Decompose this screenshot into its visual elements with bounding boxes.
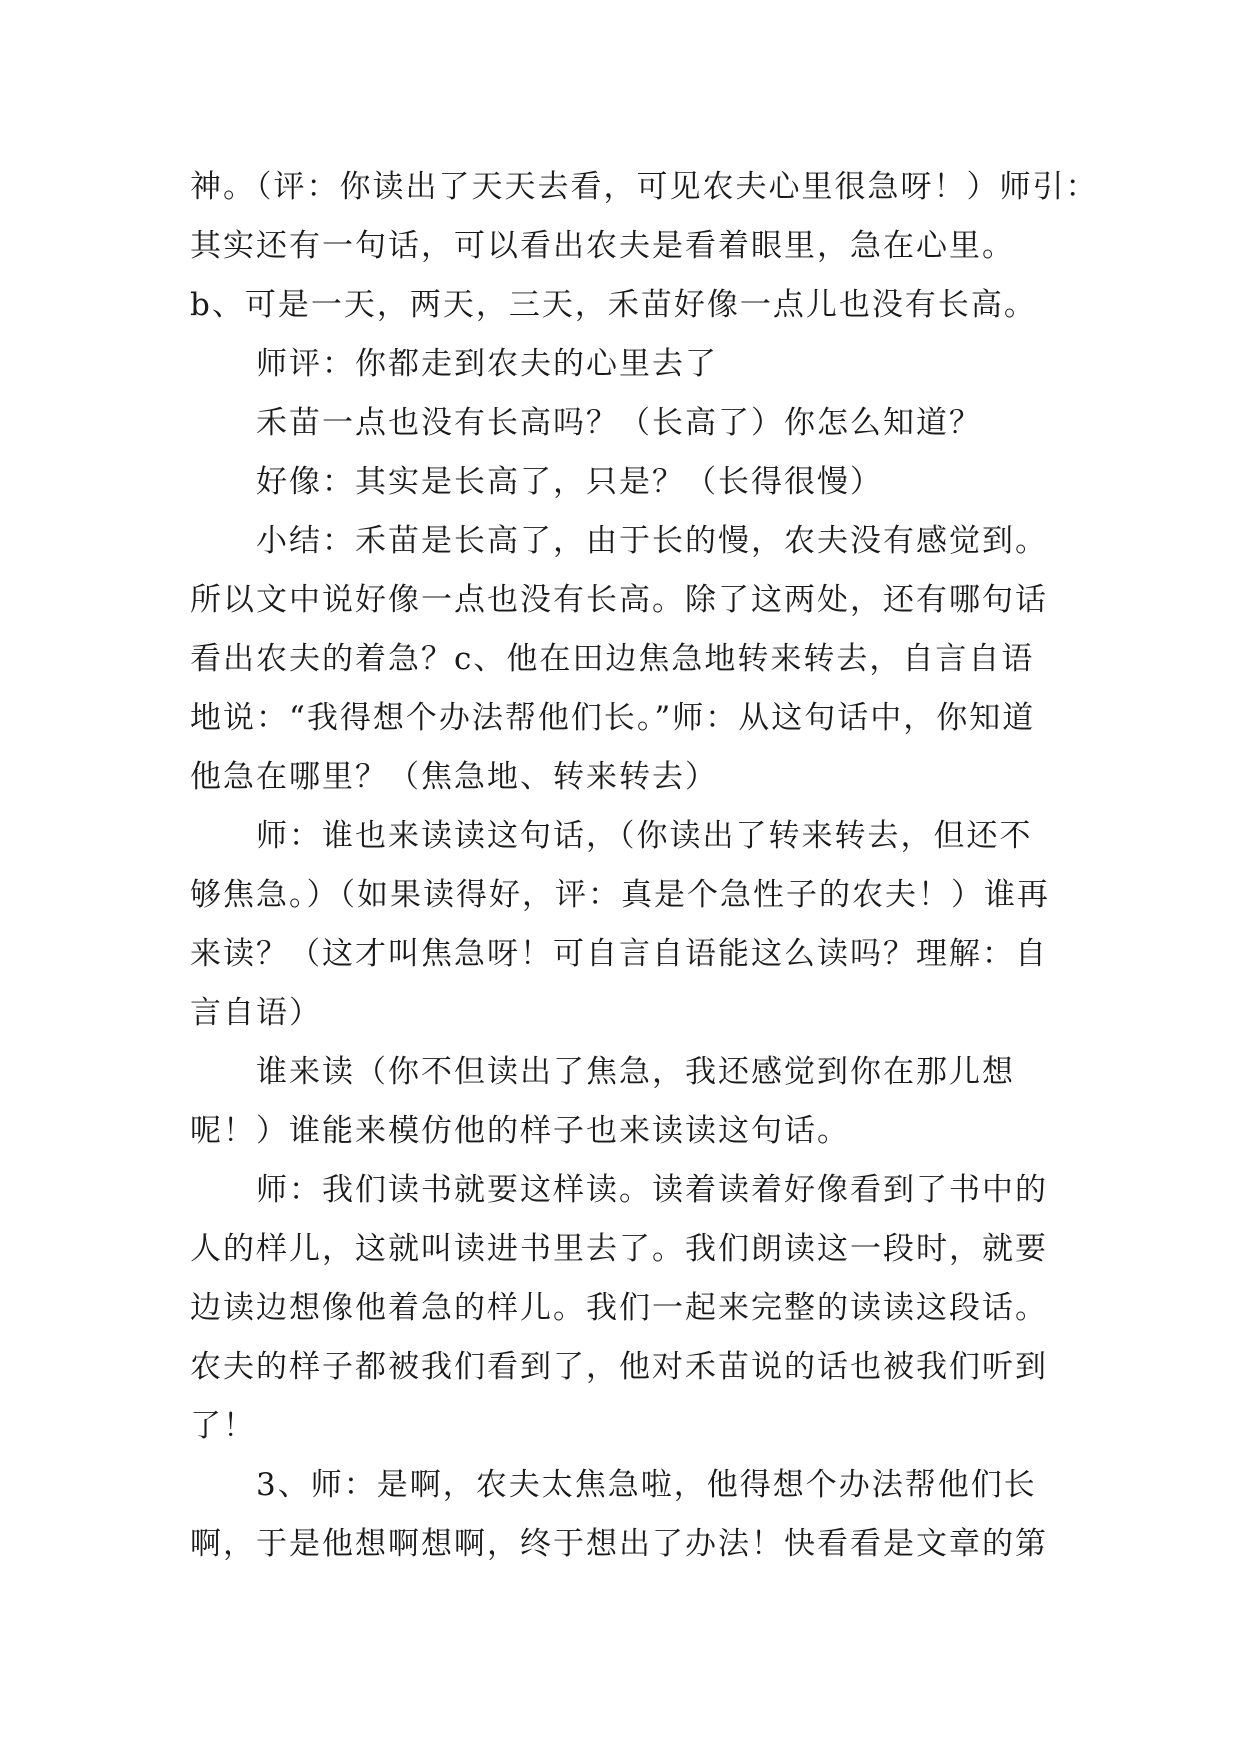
text-line: 好像：其实是长高了，只是？（长得很慢） bbox=[256, 464, 883, 500]
text-line: 小结：禾苗是长高了，由于长的慢，农夫没有感觉到。 bbox=[256, 523, 1048, 559]
text-line: 师评：你都走到农夫的心里去了 bbox=[256, 346, 718, 382]
text-line: 他急在哪里？（焦急地、转来转去） bbox=[190, 759, 718, 795]
text-line: 谁来读（你不但读出了焦急，我还感觉到你在那儿想 bbox=[256, 1054, 1015, 1090]
text-line: b、可是一天，两天，三天，禾苗好像一点儿也没有长高。 bbox=[190, 287, 1037, 323]
text-line: 其实还有一句话，可以看出农夫是看着眼里，急在心里。 bbox=[190, 228, 1015, 264]
text-line: 啊，于是他想啊想啊，终于想出了办法！快看看是文章的第 bbox=[190, 1526, 1048, 1562]
text-line: 禾苗一点也没有长高吗？（长高了）你怎么知道？ bbox=[256, 405, 982, 441]
body-text bbox=[190, 158, 1099, 1574]
text-line: 边读边想像他着急的样儿。我们一起来完整的读读这段话。 bbox=[190, 1290, 1048, 1326]
text-line: 农夫的样子都被我们看到了，他对禾苗说的话也被我们听到 bbox=[190, 1349, 1048, 1385]
text-line: 人的样儿，这就叫读进书里去了。我们朗读这一段时，就要 bbox=[190, 1231, 1048, 1267]
text-line: 够焦急。）（如果读得好，评：真是个急性子的农夫！）谁再 bbox=[190, 877, 1050, 913]
text-line: 师：谁也来读读这句话，（你读出了转来转去，但还不 bbox=[256, 818, 1033, 854]
text-line: 所以文中说好像一点也没有长高。除了这两处，还有哪句话 bbox=[190, 582, 1048, 618]
text-line: 地说：“我得想个办法帮他们长。”师：从这句话中，你知道 bbox=[190, 700, 1036, 736]
text-line: 言自语） bbox=[190, 995, 322, 1031]
text-line: 看出农夫的着急？c、他在田边焦急地转来转去，自言自语 bbox=[190, 641, 1035, 677]
text-line: 师：我们读书就要这样读。读着读着好像看到了书中的 bbox=[256, 1172, 1048, 1208]
text-line: 来读？（这才叫焦急呀！可自言自语能这么读吗？理解：自 bbox=[190, 936, 1048, 972]
text-line: 了！ bbox=[190, 1408, 256, 1444]
text-line: 呢！）谁能来模仿他的样子也来读读这句话。 bbox=[190, 1113, 850, 1149]
text-line: 神。（评：你读出了天天去看，可见农夫心里很急呀！）师引： bbox=[190, 169, 1099, 205]
text-line: 3、师：是啊，农夫太焦急啦，他得想个办法帮他们长 bbox=[256, 1467, 1037, 1503]
